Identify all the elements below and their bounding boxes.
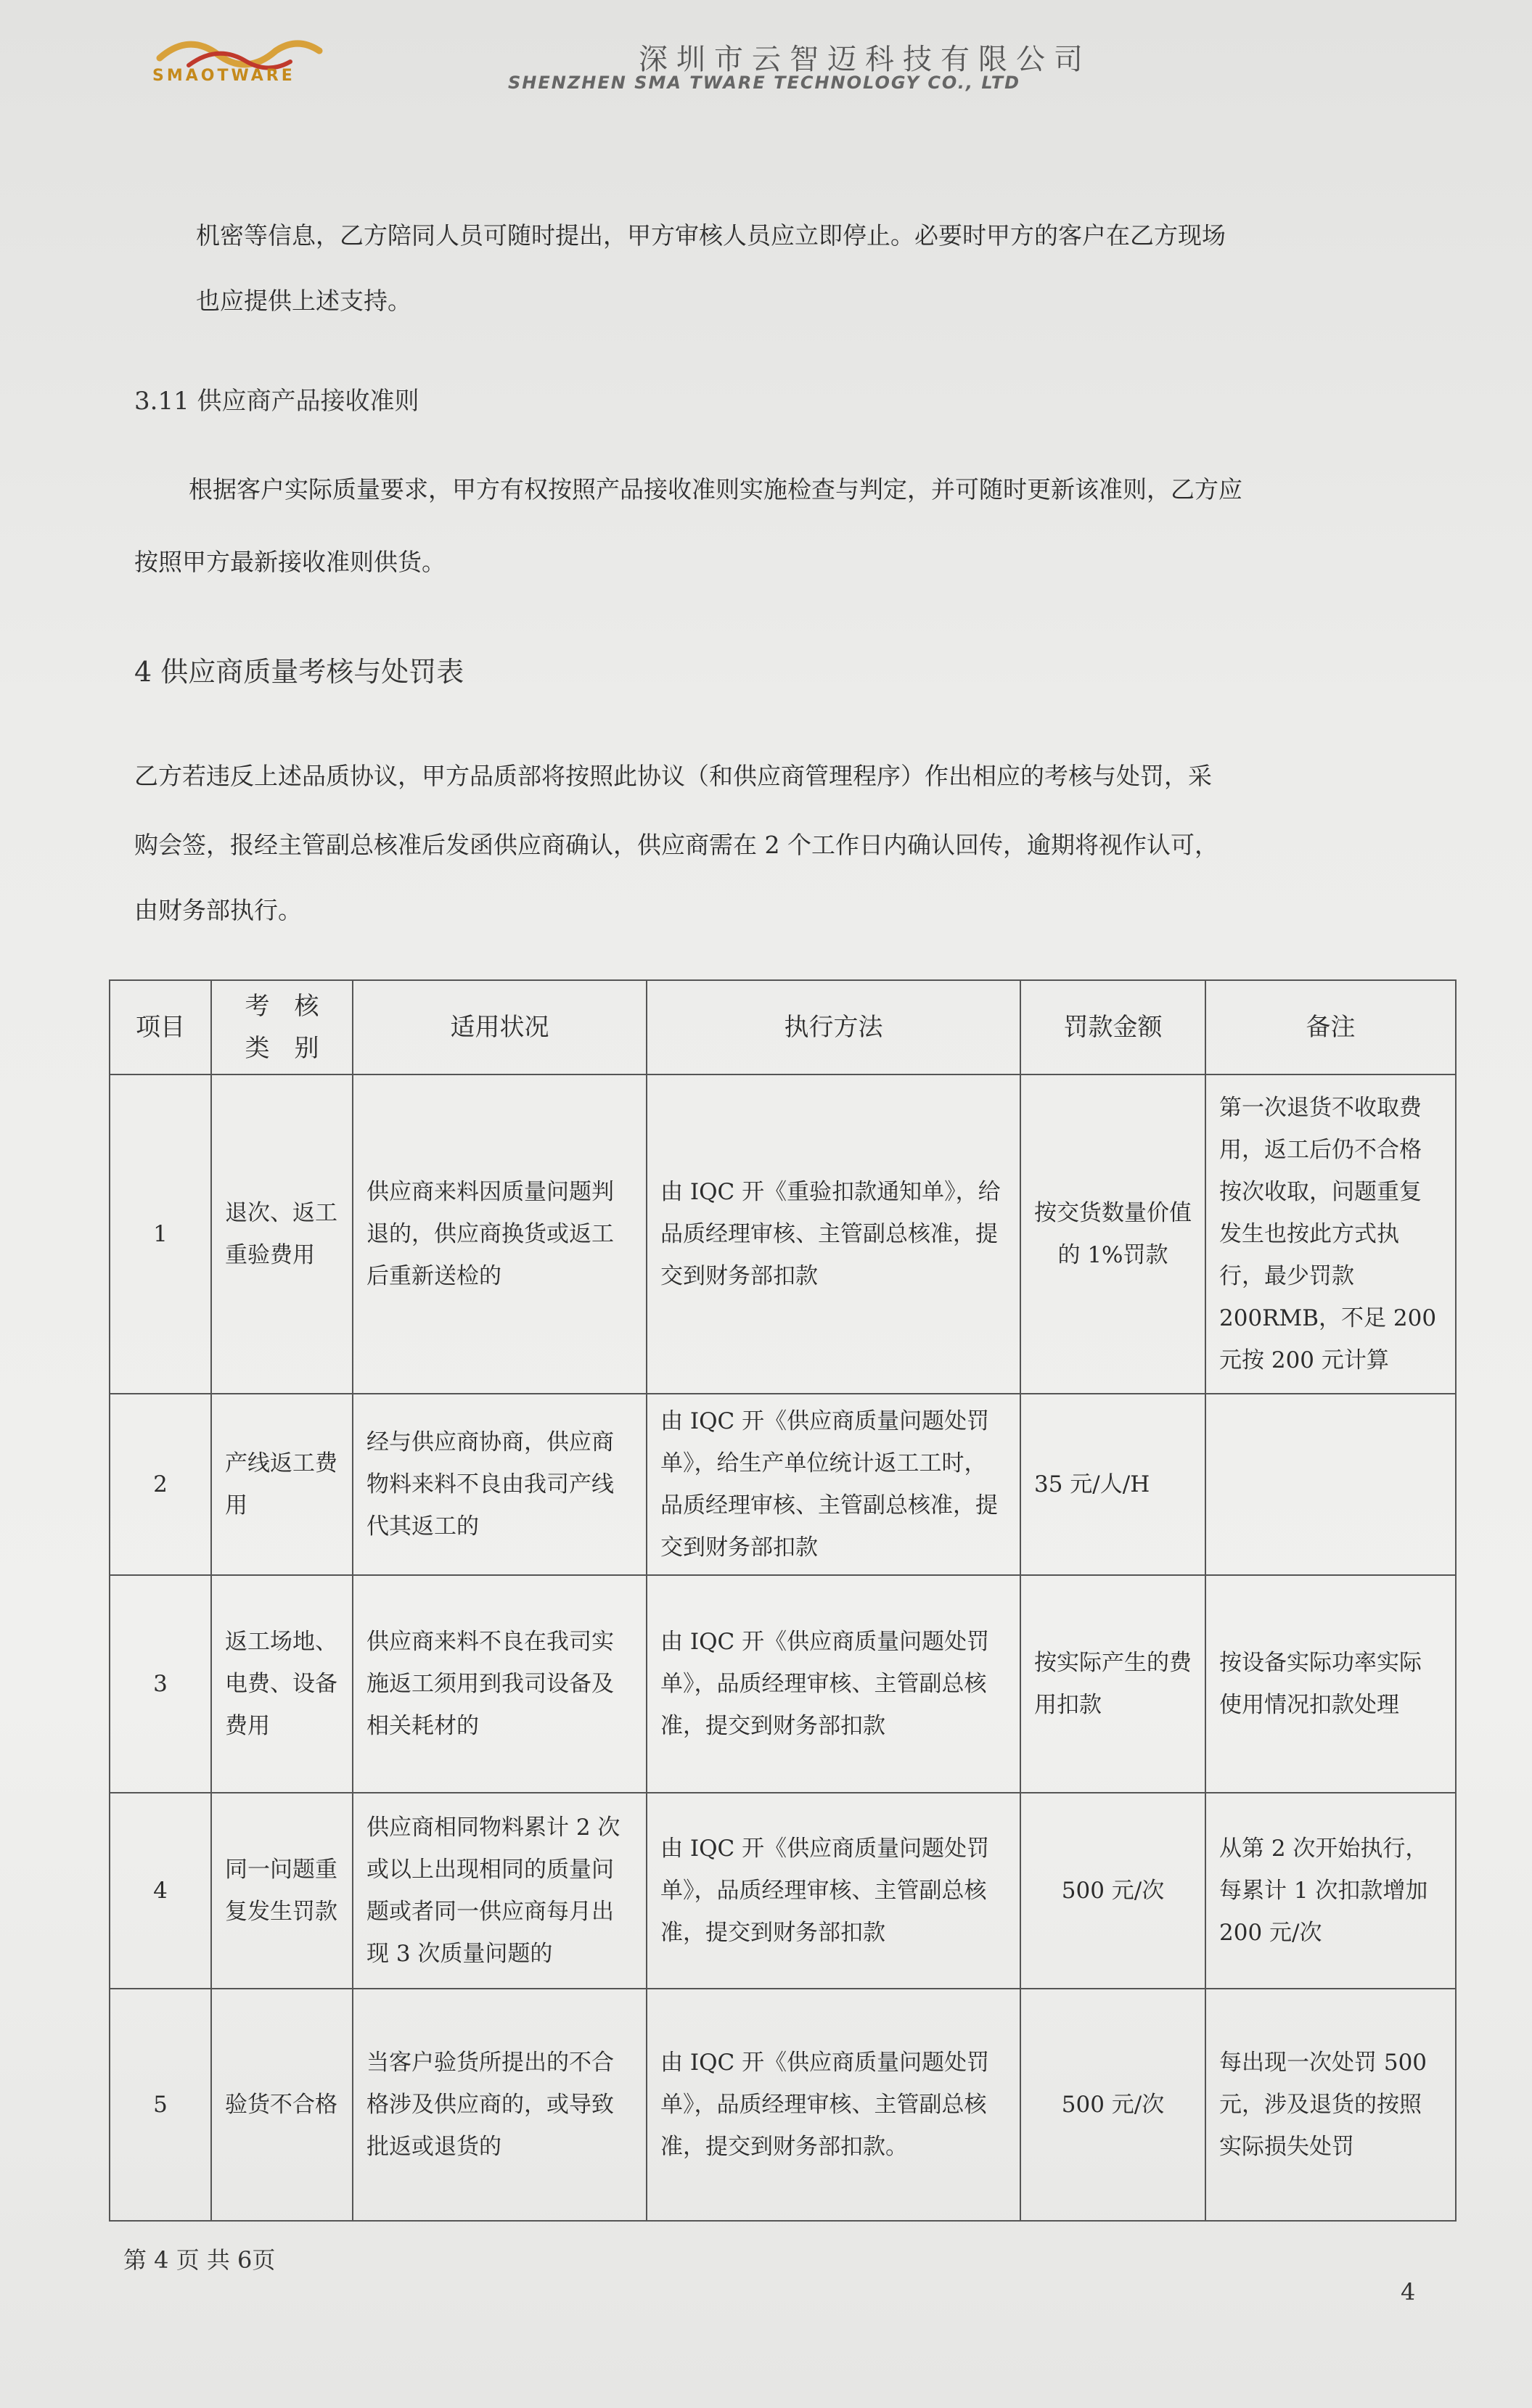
row-penalty: 35 元/人/H — [1020, 1394, 1205, 1575]
header-penalty: 罚款金额 — [1020, 980, 1205, 1074]
table-row — [110, 1575, 1456, 1793]
table-row — [110, 1989, 1456, 2221]
row-category: 同一问题重复发生罚款 — [211, 1793, 353, 1989]
header-category-line-2: 类 别 — [245, 1034, 319, 1063]
table-header-row — [110, 980, 1456, 1074]
row-penalty: 按实际产生的费用扣款 — [1020, 1575, 1205, 1793]
row-category: 返工场地、电费、设备费用 — [211, 1575, 353, 1793]
page-number: 4 — [1401, 2278, 1416, 2306]
row-penalty: 按交货数量价值的 1%罚款 — [1020, 1074, 1205, 1394]
row-method: 由 IQC 开《供应商质量问题处罚单》，给生产单位统计返工工时，品质经理审核、主管副总核准，提交到财务部扣款 — [647, 1394, 1020, 1575]
table-row — [110, 1074, 1456, 1394]
company-name-en: SHENZHEN SMA TWARE TECHNOLOGY CO., LTD — [508, 73, 1021, 93]
row-method: 由 IQC 开《供应商质量问题处罚单》，品质经理审核、主管副总核准，提交到财务部扣款 — [647, 1793, 1020, 1989]
section-3-11-heading: 3.11 供应商产品接收准则 — [134, 387, 419, 416]
row-method: 由 IQC 开《供应商质量问题处罚单》，品质经理审核、主管副总核准，提交到财务部扣款 — [647, 1575, 1020, 1793]
section-4-line-1: 乙方若违反上述品质协议，甲方品质部将按照此协议（和供应商管理程序）作出相应的考核与处罚，采 — [134, 762, 1212, 790]
table-row — [110, 1793, 1456, 1989]
row-penalty: 500 元/次 — [1020, 1989, 1205, 2221]
company-name-cn: 深圳市云智迈科技有限公司 — [639, 43, 1091, 76]
header-category — [211, 980, 353, 1074]
table-row — [110, 1394, 1456, 1575]
row-situation: 当客户验货所提出的不合格涉及供应商的，或导致批返或退货的 — [353, 1989, 647, 2221]
header-remark: 备注 — [1205, 980, 1456, 1074]
row-method: 由 IQC 开《供应商质量问题处罚单》，品质经理审核、主管副总核准，提交到财务部扣款。 — [647, 1989, 1020, 2221]
row-remark: 按设备实际功率实际使用情况扣款处理 — [1205, 1575, 1456, 1793]
row-category: 验货不合格 — [211, 1989, 353, 2221]
section-4-line-3: 由财务部执行。 — [134, 896, 302, 924]
row-remark — [1205, 1394, 1456, 1575]
row-remark: 第一次退货不收取费用，返工后仍不合格按次收取，问题重复发生也按此方式执行，最少罚款 200RMB，不足 200 元按 200 元计算 — [1205, 1074, 1456, 1394]
section-3-11-line-1: 根据客户实际质量要求，甲方有权按照产品接收准则实施检查与判定，并可随时更新该准则，乙方应 — [189, 475, 1242, 504]
header-method: 执行方法 — [647, 980, 1020, 1074]
row-number: 1 — [110, 1074, 211, 1394]
row-situation: 供应商来料不良在我司实施返工须用到我司设备及相关耗材的 — [353, 1575, 647, 1793]
letterhead — [131, 22, 1219, 94]
row-number: 3 — [110, 1575, 211, 1793]
penalty-table — [109, 979, 1457, 2222]
row-situation: 供应商来料因质量问题判退的，供应商换货或返工后重新送检的 — [353, 1074, 647, 1394]
header-situation: 适用状况 — [353, 980, 647, 1074]
row-remark: 从第 2 次开始执行，每累计 1 次扣款增加 200 元/次 — [1205, 1793, 1456, 1989]
page-info: 第 4 页 共 6页 — [123, 2246, 276, 2274]
row-category: 产线返工费用 — [211, 1394, 353, 1575]
row-situation: 经与供应商协商，供应商物料来料不良由我司产线代其返工的 — [353, 1394, 647, 1575]
row-number: 5 — [110, 1989, 211, 2221]
header-category-line-1: 考 核 — [245, 992, 319, 1021]
row-remark: 每出现一次处罚 500 元，涉及退货的按照实际损失处罚 — [1205, 1989, 1456, 2221]
row-number: 4 — [110, 1793, 211, 1989]
row-category: 退次、返工重验费用 — [211, 1074, 353, 1394]
row-number: 2 — [110, 1394, 211, 1575]
intro-line-1: 机密等信息，乙方陪同人员可随时提出，甲方审核人员应立即停止。必要时甲方的客户在乙方现场 — [196, 221, 1226, 250]
row-situation: 供应商相同物料累计 2 次或以上出现相同的质量问题或者同一供应商每月出现 3 次质量问题的 — [353, 1793, 647, 1989]
section-4-heading: 4 供应商质量考核与处罚表 — [134, 656, 464, 688]
logo-text: SMAOTWARE — [152, 67, 295, 85]
header-item: 项目 — [110, 980, 211, 1074]
section-3-11-line-2: 按照甲方最新接收准则供货。 — [134, 548, 446, 576]
row-penalty: 500 元/次 — [1020, 1793, 1205, 1989]
section-4-line-2: 购会签，报经主管副总核准后发函供应商确认，供应商需在 2 个工作日内确认回传，逾期将视作认可， — [134, 831, 1218, 859]
row-method: 由 IQC 开《重验扣款通知单》，给品质经理审核、主管副总核准，提交到财务部扣款 — [647, 1074, 1020, 1394]
intro-line-2: 也应提供上述支持。 — [196, 287, 411, 315]
